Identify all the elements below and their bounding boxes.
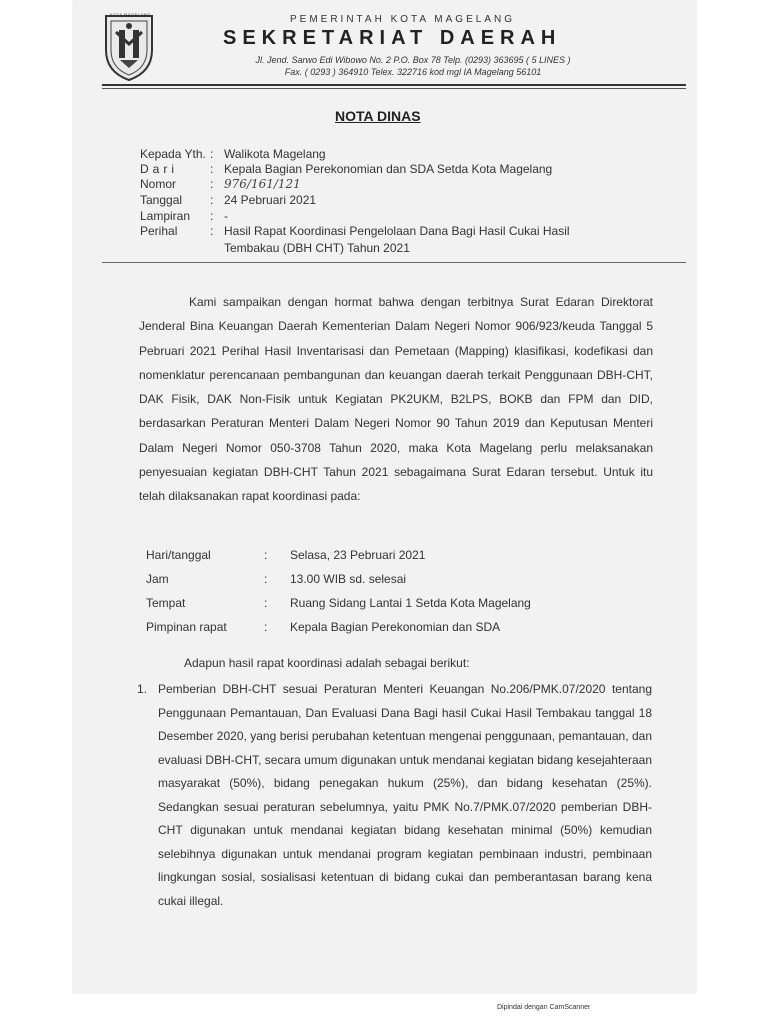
meta-label: Perihal bbox=[140, 224, 178, 238]
meta-label: Dari bbox=[140, 162, 179, 176]
meeting-value: Kepala Bagian Perekonomian dan SDA bbox=[290, 620, 501, 634]
meta-separator: : bbox=[210, 209, 214, 223]
meta-label: Lampiran bbox=[140, 209, 191, 223]
meeting-label: Jam bbox=[146, 572, 169, 586]
meta-separator: : bbox=[210, 193, 214, 207]
intro-paragraph-text: Kami sampaikan dengan hormat bahwa dengan terbitnya Surat Edaran Direktorat Jenderal Bina Keuangan Daerah Kementerian Dalam Negeri Nomor 906/923/keuda Tanggal 5 Pebruari 2021 Perihal Hasil Inventarisasi dan Pemetaan (Mapping) klasifikasi, kodefikasi dan nomenklatur perencanaan pembangunan dan keuangan daerah terkait Penggunaan DBH-CHT, DAK Fisik, DAK Non-Fisik untuk Kegiatan PK2UKM, B2LPS, BOKB dan FPM dan DID, berdasarkan Peraturan Menteri Dalam Negeri Nomor 90 Tahun 2019 dan Keputusan Menteri Dalam Negeri Nomor 050-3708 Tahun 2020, maka Kota Magelang perlu melaksanakan penyesuaian kegiatan DBH-CHT Tahun 2021 sebagaimana Surat Edaran tersebut. Untuk itu telah dilaksanakan rapat koordinasi pada: bbox=[139, 295, 653, 504]
result-item-number: 1. bbox=[137, 682, 148, 696]
meeting-separator: : bbox=[264, 620, 268, 634]
city-emblem-icon bbox=[102, 10, 156, 82]
meeting-label: Hari/tanggal bbox=[146, 548, 211, 562]
result-item-text: Pemberian DBH-CHT sesuai Peraturan Menteri Keuangan No.206/PMK.07/2020 tentang Penggunaan Pemantauan, Dan Evaluasi Dana Bagi hasil Cukai Hasil Tembakau tanggal 18 Desember 2020, yang berisi perubahan ketentuan mengenai penggunaan, pemantauan, dan evaluasi DBH-CHT, secara umum digunakan untuk mendanai kegiatan bidang kesejahteraan masyarakat (50%), bidang penegakan hukum (25%), dan bidang kesehatan (25%). Sedangkan sesuai peraturan sebelumnya, yaitu PMK No.7/PMK.07/2020 pemberian DBH-CHT digunakan untuk mendanai kegiatan bidang kesehatan minimal (50%) kemudian selebihnya digunakan untuk mendanai program kegiatan pembinaan industri, pembinaan lingkungan sosial, sosialisasi ketentuan di bidang cukai dan pemberantasan barang kena cukai illegal. bbox=[158, 682, 652, 908]
meeting-value: 13.00 WIB sd. selesai bbox=[290, 572, 407, 586]
meta-separator: : bbox=[210, 162, 214, 176]
scanner-watermark: Dipindai dengan CamScanner bbox=[497, 1004, 591, 1011]
address-line-1: Jl. Jend. Sarwo Edi Wibowo No. 2 P.O. Box 78 Telp. (0293) 363695 ( 5 LINES ) bbox=[255, 55, 571, 65]
meta-label: Nomor bbox=[140, 177, 177, 191]
header-divider bbox=[102, 262, 686, 263]
meta-value: Kepala Bagian Perekonomian dan SDA Setda Kota Magelang bbox=[224, 162, 553, 176]
meeting-value: Ruang Sidang Lantai 1 Setda Kota Magelang bbox=[290, 596, 531, 610]
government-name: PEMERINTAH KOTA MAGELANG bbox=[290, 14, 515, 25]
meta-value-continued: Tembakau (DBH CHT) Tahun 2021 bbox=[224, 241, 410, 255]
meta-value-handwritten: 976/161/121 bbox=[224, 177, 301, 191]
results-intro: Adapun hasil rapat koordinasi adalah sebagai berikut: bbox=[184, 656, 470, 670]
meeting-separator: : bbox=[264, 572, 268, 586]
letterhead-rule-thin bbox=[102, 88, 686, 89]
document-title: NOTA DINAS bbox=[335, 108, 421, 124]
meta-label: Kepada Yth. bbox=[140, 147, 206, 161]
meeting-separator: : bbox=[264, 548, 268, 562]
meta-separator: : bbox=[210, 147, 214, 161]
meeting-label: Pimpinan rapat bbox=[146, 620, 227, 634]
meeting-value: Selasa, 23 Pebruari 2021 bbox=[290, 548, 426, 562]
meta-value: 24 Pebruari 2021 bbox=[224, 193, 317, 207]
meta-separator: : bbox=[210, 177, 214, 191]
meta-label: Tanggal bbox=[140, 193, 183, 207]
meta-value: Hasil Rapat Koordinasi Pengelolaan Dana Bagi Hasil Cukai Hasil bbox=[224, 224, 570, 238]
document-page bbox=[73, 0, 696, 993]
address-line-2: Fax. ( 0293 ) 364910 Telex. 322716 kod mgl IA Magelang 56101 bbox=[284, 67, 542, 77]
meta-value: - bbox=[224, 209, 228, 223]
meta-separator: : bbox=[210, 224, 214, 238]
office-name: SEKRETARIAT DAERAH bbox=[223, 27, 562, 49]
meta-value: Walikota Magelang bbox=[224, 147, 326, 161]
meeting-label: Tempat bbox=[146, 596, 186, 610]
intro-paragraph bbox=[139, 290, 653, 509]
emblem-caption: KOTA MAGELANG bbox=[110, 12, 151, 17]
meeting-separator: : bbox=[264, 596, 268, 610]
letterhead-rule bbox=[102, 84, 686, 86]
